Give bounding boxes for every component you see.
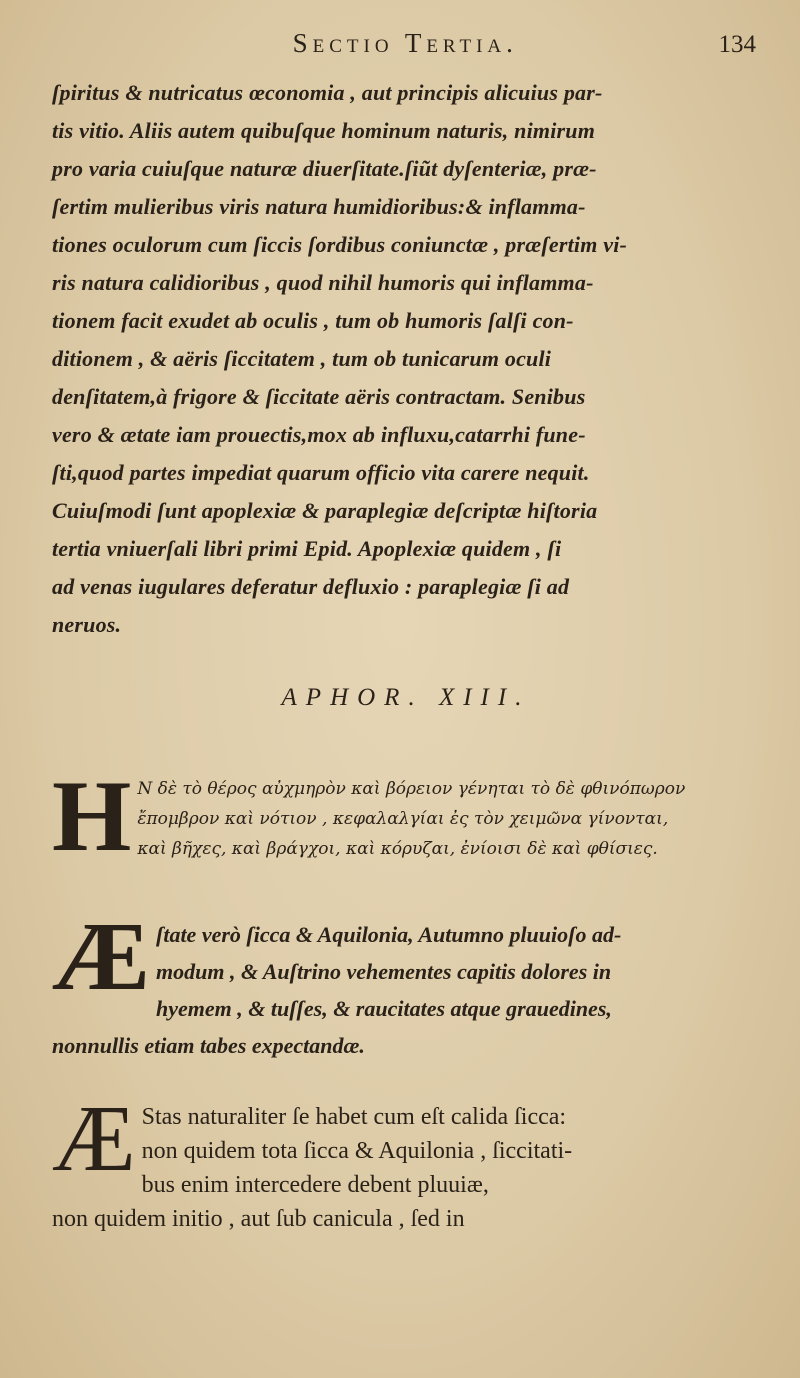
text-line: vero & ætate iam prouectis,mox ab influxu,catarrhi fune-: [52, 422, 586, 447]
text-line: ad venas iugulares deferatur defluxio : paraplegiæ ſi ad: [52, 574, 570, 599]
commentary: [52, 1087, 760, 1236]
text-line: tiones oculorum cum ſiccis ſordibus coniunctæ , præſertim vi-: [52, 232, 628, 257]
latin-translation: [52, 903, 760, 1064]
greek-line: καὶ βῆχες, καὶ βράγχοι, καὶ κόρυζαι, ἐνίοισι δὲ καὶ φθίσιες.: [137, 839, 658, 859]
text-line: ris natura calidioribus , quod nihil humoris qui inflamma-: [52, 270, 594, 295]
latin-line: nonnullis etiam tabes expectandæ.: [52, 1033, 365, 1058]
commentary-line: non quidem tota ſicca & Aquilonia , ſiccitati-: [141, 1138, 573, 1164]
running-title: Sectio Tertia.: [292, 28, 518, 58]
latin-text: [52, 903, 760, 1064]
greek-dropcap: H: [52, 760, 132, 873]
greek-line: Ν δὲ τὸ θέρος αὐχμηρὸν καὶ βόρειον γένηται τὸ δὲ φθινόπωρον: [137, 779, 686, 799]
text-line: Cuiuſmodi ſunt apoplexiæ & paraplegiæ deſcriptæ hiſtoria: [52, 498, 598, 523]
text-line: ſertim mulieribus viris natura humidioribus:& inflamma-: [52, 194, 586, 219]
commentary-dropcap: Æ: [52, 1087, 136, 1191]
commentary-line: bus enim intercedere debent pluuiæ,: [141, 1172, 489, 1198]
greek-aphorism: [52, 760, 760, 882]
text-line: tertia vniuerſali libri primi Epid. Apoplexiæ quidem , ſi: [52, 536, 562, 561]
text-line: ſpiritus & nutricatus œconomia , aut principis alicuius par-: [52, 80, 603, 105]
latin-line: modum , & Auſtrino vehementes capitis dolores in: [156, 959, 612, 984]
text-line: neruos.: [52, 612, 122, 637]
aphorism-heading: APHOR. XIII.: [281, 684, 531, 711]
commentary-line: non quidem initio , aut ſub canicula , ſed in: [52, 1206, 465, 1232]
latin-dropcap: Æ: [52, 903, 150, 1011]
text-line: pro varia cuiuſque naturæ diuerſitate.ſiũt dyſenteriæ, præ-: [52, 156, 597, 181]
latin-line: hyemem , & tuſſes, & raucitates atque grauedines,: [156, 996, 612, 1021]
text-line: ditionem , & aëris ſiccitatem , tum ob tunicarum oculi: [52, 346, 552, 371]
commentary-text: [52, 1087, 760, 1236]
page-number: 134: [718, 31, 756, 58]
commentary-line: Stas naturaliter ſe habet cum eſt calida ſicca:: [141, 1104, 567, 1130]
text-line: tis vitio. Aliis autem quibuſque hominum naturis, nimirum: [52, 118, 596, 143]
text-line: ſti,quod partes impediat quarum officio vita carere nequit.: [52, 460, 590, 485]
latin-line: ſtate verò ſicca & Aquilonia, Autumno pluuioſo ad-: [156, 922, 622, 947]
greek-line: ἔπομβρον καὶ νότιον , κεφαλαλγίαι ἐς τὸν χειμῶνα γίνονται,: [137, 809, 669, 829]
text-line: denſitatem,à frigore & ſiccitate aëris contractam. Senibus: [52, 384, 586, 409]
greek-text: [52, 760, 760, 873]
continued-commentary: [52, 74, 760, 644]
running-head: [52, 28, 760, 68]
text-line: tionem facit exudet ab oculis , tum ob humoris ſalſi con-: [52, 308, 574, 333]
